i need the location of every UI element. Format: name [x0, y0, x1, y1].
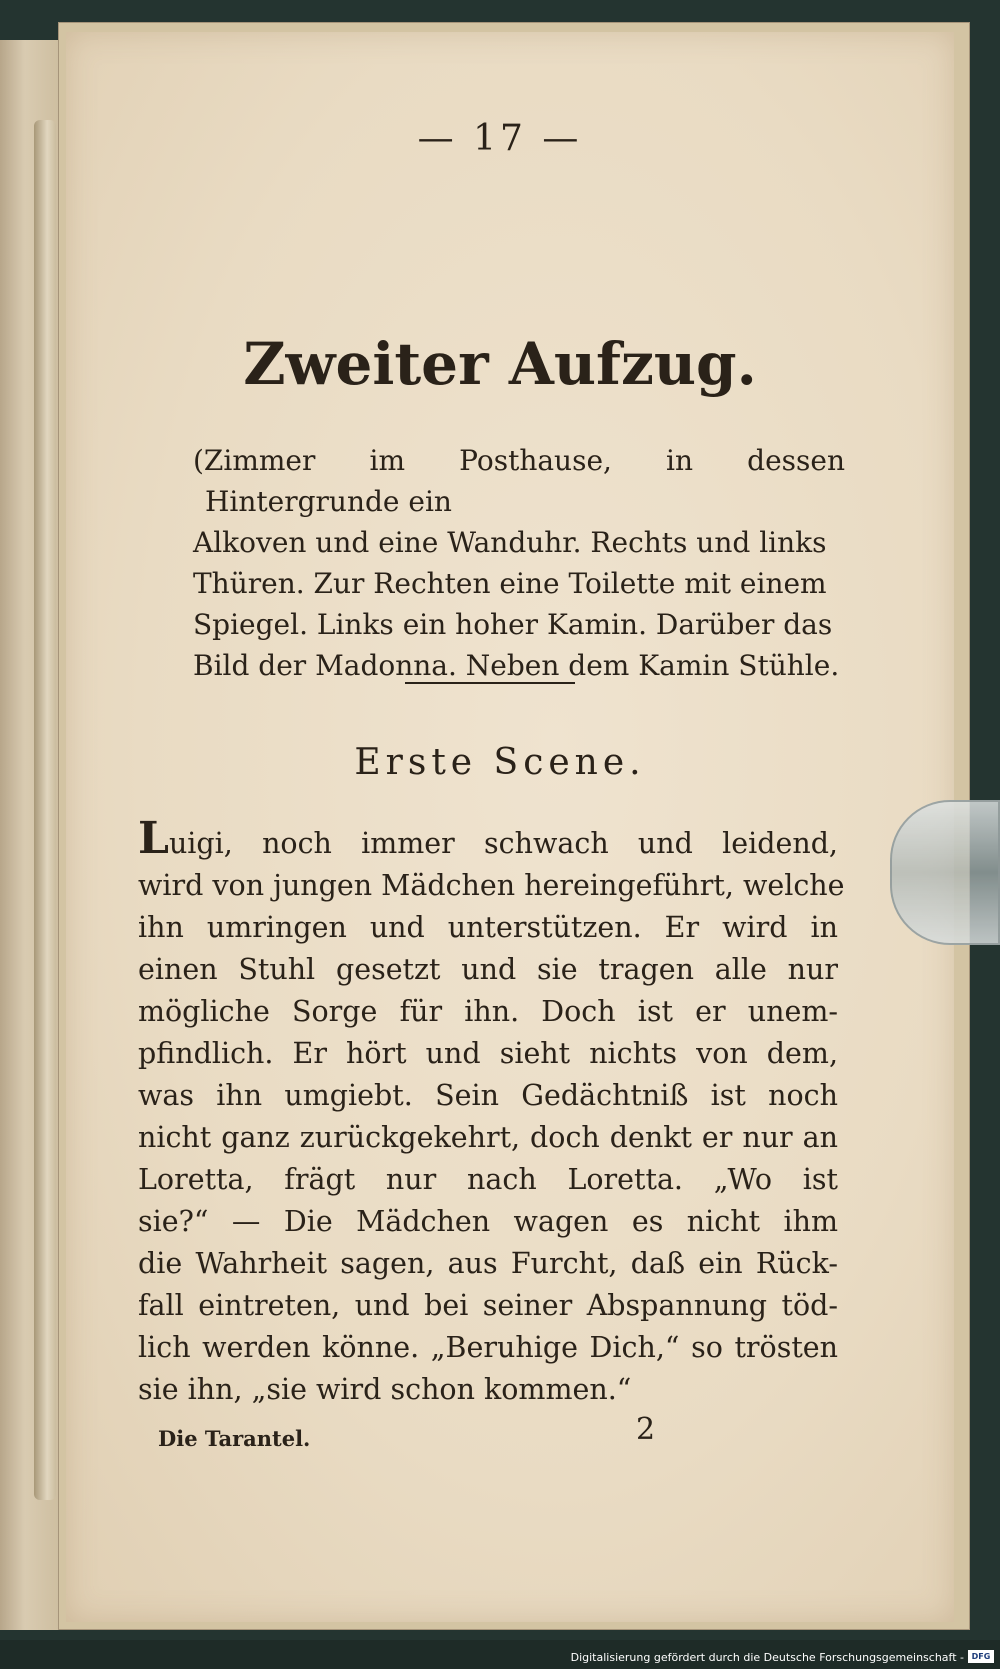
stage-direction-line: Bild der Madonna. Neben dem Kamin Stühle. [193, 649, 840, 682]
act-heading: Zweiter Aufzug. [243, 330, 757, 398]
scene-title: Erste Scene. [354, 742, 646, 783]
body-line: Luigi, noch immer schwach und leidend, [138, 813, 838, 864]
page-number: — 17 — [417, 118, 583, 159]
drop-cap: L [138, 813, 169, 864]
body-line: nicht ganz zurückgekehrt, doch denkt er nur an [138, 1121, 838, 1154]
credit-text: Digitalisierung gefördert durch die Deutsche Forschungsgemeinschaft - [570, 1651, 964, 1664]
body-line: mögliche Sorge für ihn. Doch ist er unem- [138, 995, 838, 1028]
body-line: Loretta, frägt nur nach Loretta. „Wo ist [138, 1163, 838, 1196]
stage-direction-line: (Zimmer im Posthause, in dessen Hintergrunde ein [193, 444, 845, 518]
footer-title: Die Tarantel. [158, 1426, 311, 1451]
stage-direction-line: Thüren. Zur Rechten eine Toilette mit einem [193, 567, 827, 600]
body-line: sie?“ — Die Mädchen wagen es nicht ihm [138, 1205, 838, 1238]
body-line: einen Stuhl gesetzt und sie tragen alle nur [138, 953, 838, 986]
book-binding [34, 120, 56, 1500]
body-line: fall eintreten, und bei seiner Abspannung töd- [138, 1289, 838, 1322]
stage-direction [135, 440, 845, 686]
page-clip [890, 800, 1000, 945]
signature-mark: 2 [636, 1412, 656, 1447]
body-line: sie ihn, „sie wird schon kommen.“ [138, 1373, 632, 1406]
stage-direction-line: Alkoven und eine Wanduhr. Rechts und links [193, 526, 827, 559]
body-line: ihn umringen und unterstützen. Er wird in [138, 911, 838, 944]
section-divider [405, 682, 575, 684]
body-line: lich werden könne. „Beruhige Dich,“ so trösten [138, 1331, 838, 1364]
body-line: was ihn umgiebt. Sein Gedächtniß ist noch [138, 1079, 838, 1112]
stage-direction-line: Spiegel. Links ein hoher Kamin. Darüber das [193, 608, 833, 641]
dfg-logo-icon: DFG [968, 1650, 994, 1663]
body-line: pfindlich. Er hört und sieht nichts von dem, [138, 1037, 838, 1070]
scene-body [138, 813, 845, 1411]
body-line: die Wahrheit sagen, aus Furcht, daß ein Rück- [138, 1247, 838, 1280]
body-line: wird von jungen Mädchen hereingeführt, welche [138, 869, 845, 902]
